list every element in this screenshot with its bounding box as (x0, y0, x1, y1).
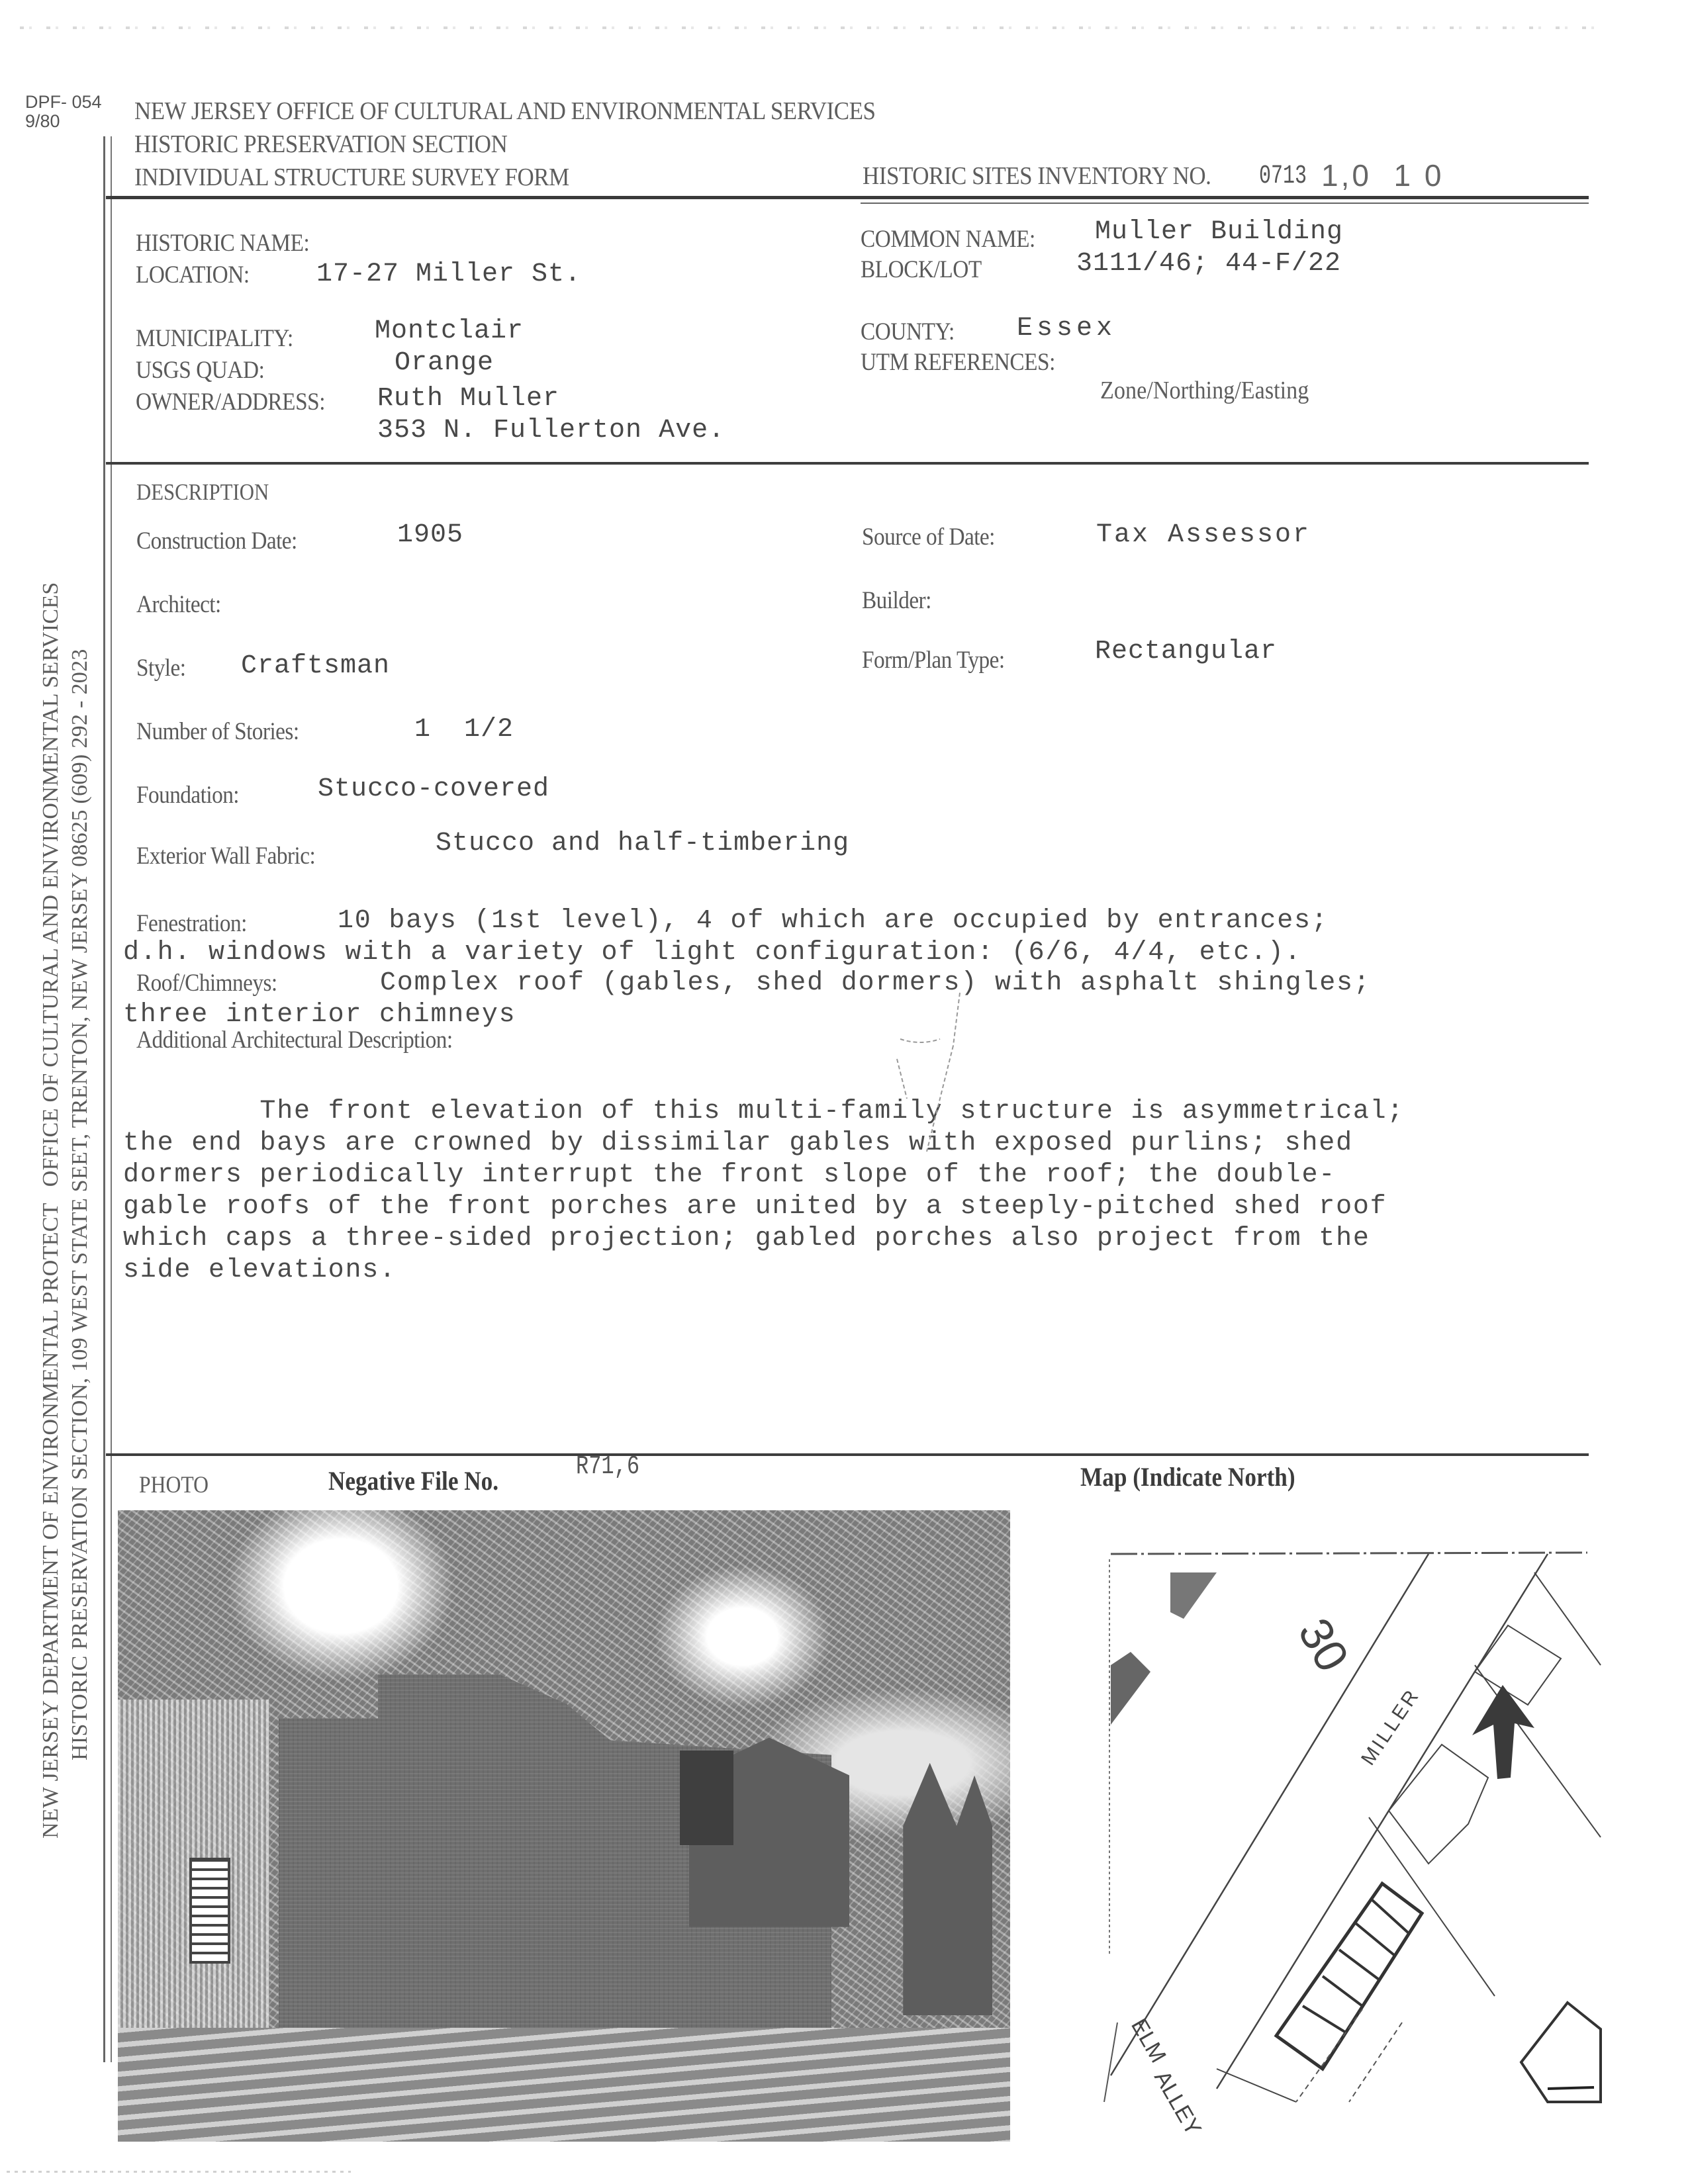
photo-neighbor-window (189, 1858, 230, 1964)
description-line: side elevations. (123, 1255, 397, 1285)
usgs-quad-label: USGS QUAD: (136, 357, 265, 384)
fenestration-value-line2: d.h. windows with a variety of light configuration: (6/6, 4/4, etc.). (123, 938, 1302, 968)
negative-file-label: Negative File No. (328, 1466, 499, 1496)
additional-description-label: Additional Architectural Description: (136, 1026, 453, 1054)
county-value: Essex (1017, 314, 1117, 343)
pen-mark (887, 993, 993, 1165)
roof-chimneys-value-line2: three interior chimneys (123, 1000, 516, 1030)
agency-title: NEW JERSEY OFFICE OF CULTURAL AND ENVIRONMENTAL SERVICES (134, 97, 876, 125)
owner-address-label: OWNER/ADDRESS: (136, 388, 326, 416)
header-divider-secondary (861, 203, 1589, 204)
side-text-line1: NEW JERSEY DEPARTMENT OF ENVIRONMENTAL PROTECT (38, 1203, 63, 1839)
map-building (1475, 1625, 1561, 1705)
map-lot-line (1534, 1572, 1601, 1665)
roof-chimneys-value-line1: Complex roof (gables, shed dormers) with asphalt shingles; (380, 968, 1371, 998)
photo-neighbor-house (903, 1763, 992, 2016)
map-lot-line (1349, 2023, 1402, 2102)
inventory-number-handwritten: 1,0 1 0 (1321, 158, 1444, 193)
map-scale-mark (1548, 2087, 1594, 2089)
side-text-department (38, 582, 64, 1839)
common-name-value: Muller Building (1095, 217, 1344, 247)
description-line: The front elevation of this multi-family structure is asymmetrical; (123, 1097, 1405, 1126)
description-divider (106, 1453, 1589, 1456)
map-label: Map (Indicate North) (1080, 1462, 1295, 1492)
source-of-date-label: Source of Date: (862, 523, 995, 551)
scan-artifact-bottom (7, 2171, 351, 2173)
owner-address-value: 353 N. Fullerton Ave. (377, 416, 726, 445)
map-building (1389, 1745, 1488, 1864)
location-label: LOCATION: (136, 261, 250, 289)
location-map (1098, 1546, 1601, 2140)
map-lot-line (1217, 2069, 1296, 2102)
description-line: gable roofs of the front porches are united by a steeply-pitched shed roof (123, 1192, 1387, 1222)
builder-label: Builder: (862, 587, 931, 614)
section-title: HISTORIC PRESERVATION SECTION (134, 130, 508, 158)
map-block-number: 30 (1288, 1610, 1359, 1680)
location-value: 17-27 Miller St. (316, 259, 582, 289)
header-divider (106, 196, 1589, 199)
photo-ground (118, 2028, 1010, 2142)
north-arrow-icon (1472, 1685, 1534, 1779)
map-street-alley: ALLEY (1149, 2066, 1206, 2140)
side-text-line1b: OFFICE OF CULTURAL AND ENVIRONMENTAL SERVICES (38, 582, 63, 1187)
utm-references-label: UTM REFERENCES: (861, 349, 1055, 376)
usgs-quad-value: Orange (395, 348, 494, 378)
left-margin-rule (103, 136, 112, 2062)
roof-chimneys-label: Roof/Chimneys: (136, 970, 277, 997)
owner-name-value: Ruth Muller (377, 384, 560, 414)
municipality-label: MUNICIPALITY: (136, 325, 293, 352)
municipality-value: Montclair (375, 316, 524, 346)
map-shaded-area (1111, 1652, 1150, 1725)
construction-date-value: 1905 (397, 520, 464, 550)
photo-label: PHOTO (139, 1471, 209, 1498)
construction-date-label: Construction Date: (136, 527, 297, 555)
fenestration-value-line1: 10 bays (1st level), 4 of which are occupied by entrances; (338, 906, 1329, 936)
number-of-stories-label: Number of Stories: (136, 718, 299, 745)
form-revision-date: 9/80 (25, 111, 60, 131)
map-elm-street-edge (1104, 2023, 1117, 2102)
side-text-address (68, 649, 93, 1760)
negative-file-value: R71,6 (576, 1452, 640, 1482)
historic-name-label: HISTORIC NAME: (136, 230, 310, 257)
description-line: which caps a three-sided projection; gabled porches also project from the (123, 1224, 1370, 1253)
map-shaded-area (1170, 1572, 1217, 1619)
map-street-elm: ELM (1126, 2014, 1171, 2068)
description-heading: DESCRIPTION (136, 479, 269, 505)
side-text-line2b: EET, TRENTON, NEW JERSEY 08625 (609) 292 - 2023 (68, 649, 92, 1180)
map-frame-top (1111, 1553, 1587, 1554)
form-code-number: DPF- 054 (25, 92, 102, 112)
block-lot-value: 3111/46; 44-F/22 (1076, 249, 1342, 279)
inventory-number-typed: 0713 (1259, 161, 1307, 191)
foundation-label: Foundation: (136, 782, 240, 809)
side-text-line2: HISTORIC PRESERVATION SECTION, 109 WEST STATE S (68, 1179, 92, 1760)
common-name-label: COMMON NAME: (861, 226, 1035, 253)
exterior-wall-fabric-label: Exterior Wall Fabric: (136, 842, 316, 870)
map-street-miller: MILLER (1357, 1684, 1425, 1770)
fenestration-label: Fenestration: (136, 910, 247, 937)
foundation-value: Stucco-covered (318, 774, 550, 804)
number-of-stories-value: 1 1/2 (414, 715, 514, 745)
form-plan-type-value: Rectangular (1095, 637, 1278, 666)
exterior-wall-fabric-value: Stucco and half-timbering (436, 829, 850, 858)
scan-artifact-top (20, 26, 1609, 29)
utm-sublabel: Zone/Northing/Easting (1100, 377, 1309, 404)
building-photo (118, 1510, 1010, 2142)
map-drawing (1098, 1546, 1601, 2140)
description-line: dormers periodically interrupt the front slope of the roof; the double- (123, 1160, 1336, 1190)
description-line: the end bays are crowned by dissimilar gables with exposed purlins; shed (123, 1128, 1353, 1158)
identification-divider (106, 462, 1589, 465)
style-label: Style: (136, 655, 186, 682)
map-miller-street-edge (1111, 1554, 1429, 2075)
county-label: COUNTY: (861, 318, 955, 345)
form-plan-type-label: Form/Plan Type: (862, 647, 1005, 674)
form-title: INDIVIDUAL STRUCTURE SURVEY FORM (134, 163, 569, 191)
style-value: Craftsman (241, 651, 391, 681)
inventory-number-label: HISTORIC SITES INVENTORY NO. (863, 162, 1211, 190)
photo-window (680, 1751, 733, 1845)
form-code (25, 93, 102, 131)
architect-label: Architect: (136, 591, 221, 618)
source-of-date-value: Tax Assessor (1096, 520, 1311, 550)
map-subject-building (1276, 1884, 1422, 2069)
block-lot-label: BLOCK/LOT (861, 256, 982, 283)
